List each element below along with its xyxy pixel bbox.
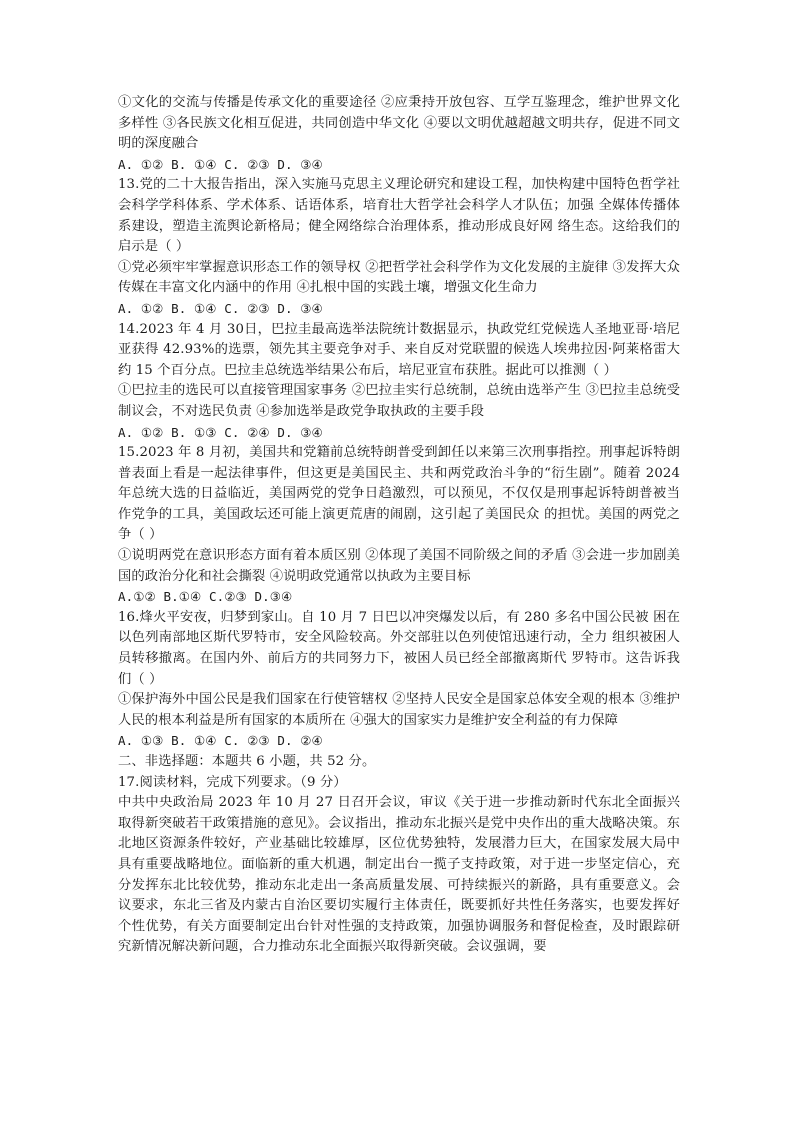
q16-stem: 16.烽火平安夜，归梦到家山。自 10 月 7 日巴以冲突爆发以后，有 280 多名中国公民被 困在以色列南部地区斯代罗特市，安全风险较高。外交部驻以色列使馆迅速行动，全力 组织被困人员转移撤离。在国内外、前后方的共同努力下，被困人员已经全部撤离斯代 罗特市。这告诉我们（ ） xyxy=(118,609,680,687)
exam-page xyxy=(118,93,680,958)
q14-stem: 14.2023 年 4 月 30日，巴拉圭最高选举法院统计数据显示，执政党红党候选人圣地亚哥·培尼亚获得 42.93%的选票，领先其主要竞争对手、来自反对党联盟的候选人埃弗拉因·阿莱格雷大约 15 个百分点。巴拉圭总统选举结果公布后，培尼亚宣布获胜。据此可以推测（ ） xyxy=(118,321,680,378)
q14-options: A. ①② B. ①③ C. ②④ D. ③④ xyxy=(118,424,323,440)
q15-statements: ①说明两党在意识形态方面有着本质区别 ②体现了美国不同阶级之间的矛盾 ③会进一步加剧美国的政治分化和社会撕裂 ④说明政党通常以执政为主要目标 xyxy=(118,548,680,584)
q14-statements: ①巴拉圭的选民可以直接管理国家事务 ②巴拉圭实行总统制，总统由选举产生 ③巴拉圭总统受制议会，不对选民负责 ④参加选举是政党争取执政的主要手段 xyxy=(118,383,680,419)
q15-stem: 15.2023 年 8 月初，美国共和党籍前总统特朗普受到卸任以来第三次刑事指控。刑事起诉特朗普表面上看是一起法律事件，但这更是美国民主、共和两党政治斗争的“衍生剧”。随着 2024 年总统大选的日益临近，美国两党的党争日趋激烈，可以预见，不仅仅是刑事起诉特朗普被当作党争的工具，美国政坛还可能上演更荒唐的闹剧，这引起了美国民众 的担忧。美国的两党之争（ ） xyxy=(118,445,680,543)
q16-statements: ①保护海外中国公民是我们国家在行使管辖权 ②坚持人民安全是国家总体安全观的根本 ③维护人民的根本利益是所有国家的本质所在 ④强大的国家实力是维护安全利益的有力保障 xyxy=(118,692,680,728)
q16-options: A. ①③ B. ①④ C. ②③ D. ②④ xyxy=(118,733,323,749)
q12-statements: ①文化的交流与传播是传承文化的重要途径 ②应秉持开放包容、互学互鉴理念，维护世界文化多样性 ③各民族文化相互促进，共同创造中华文化 ④要以文明优越超越文明共存，促进不同文明的深度融合 xyxy=(118,95,680,152)
q13-statements: ①党必须牢牢掌握意识形态工作的领导权 ②把哲学社会科学作为文化发展的主旋律 ③发挥大众传媒在丰富文化内涵中的作用 ④扎根中国的实践土壤，增强文化生命力 xyxy=(118,259,680,296)
q13-options: A. ①② B. ①④ C. ②③ D. ③④ xyxy=(118,300,323,316)
q17-stem: 17.阅读材料，完成下列要求。（9 分） xyxy=(118,774,347,790)
section-heading: 二、非选择题：本题共 6 小题，共 52 分。 xyxy=(118,754,376,769)
q17-material: 中共中央政治局 2023 年 10 月 27 日召开会议，审议《关于进一步推动新时代东北全面振兴取得新突破若干政策措施的意见》。会议指出，推动东北振兴是党中央作出的重大战略决策。东北地区资源条件较好，产业基础比较雄厚，区位优势独特，发展潜力巨大，在国家发展大局中具有重要战略地位。面临新的重大机遇，制定出台一揽子支持政策，对于进一步坚定信心，充分发挥东北比较优势，推动东北走出一条高质量发展、可持续振兴的新路，具有重要意义。会议要求，东北三省及内蒙古自治区要切实履行主体责任，既要抓好共性任务落实，也要发挥好个性优势，有关方面要制定出台针对性强的支持政策，加强协调服务和督促检查，及时跟踪研究新情况解决新问题，合力推动东北全面振兴取得新突破。会议强调，要 xyxy=(118,795,680,955)
q13-stem: 13.党的二十大报告指出，深入实施马克思主义理论研究和建设工程，加快构建中国特色哲学社会科学学科体系、学术体系、话语体系，培育壮大哲学社会科学人才队伍；加强 全媒体传播体系建设，塑造主流舆论新格局；健全网络综合治理体系，推动形成良好网 络生态。这给我们的启示是（ ） xyxy=(118,177,680,255)
q12-options: A. ①② B. ①④ C. ②③ D. ③④ xyxy=(118,156,323,172)
q15-options: A.①② B.①④ C.②③ D.③④ xyxy=(118,589,293,605)
